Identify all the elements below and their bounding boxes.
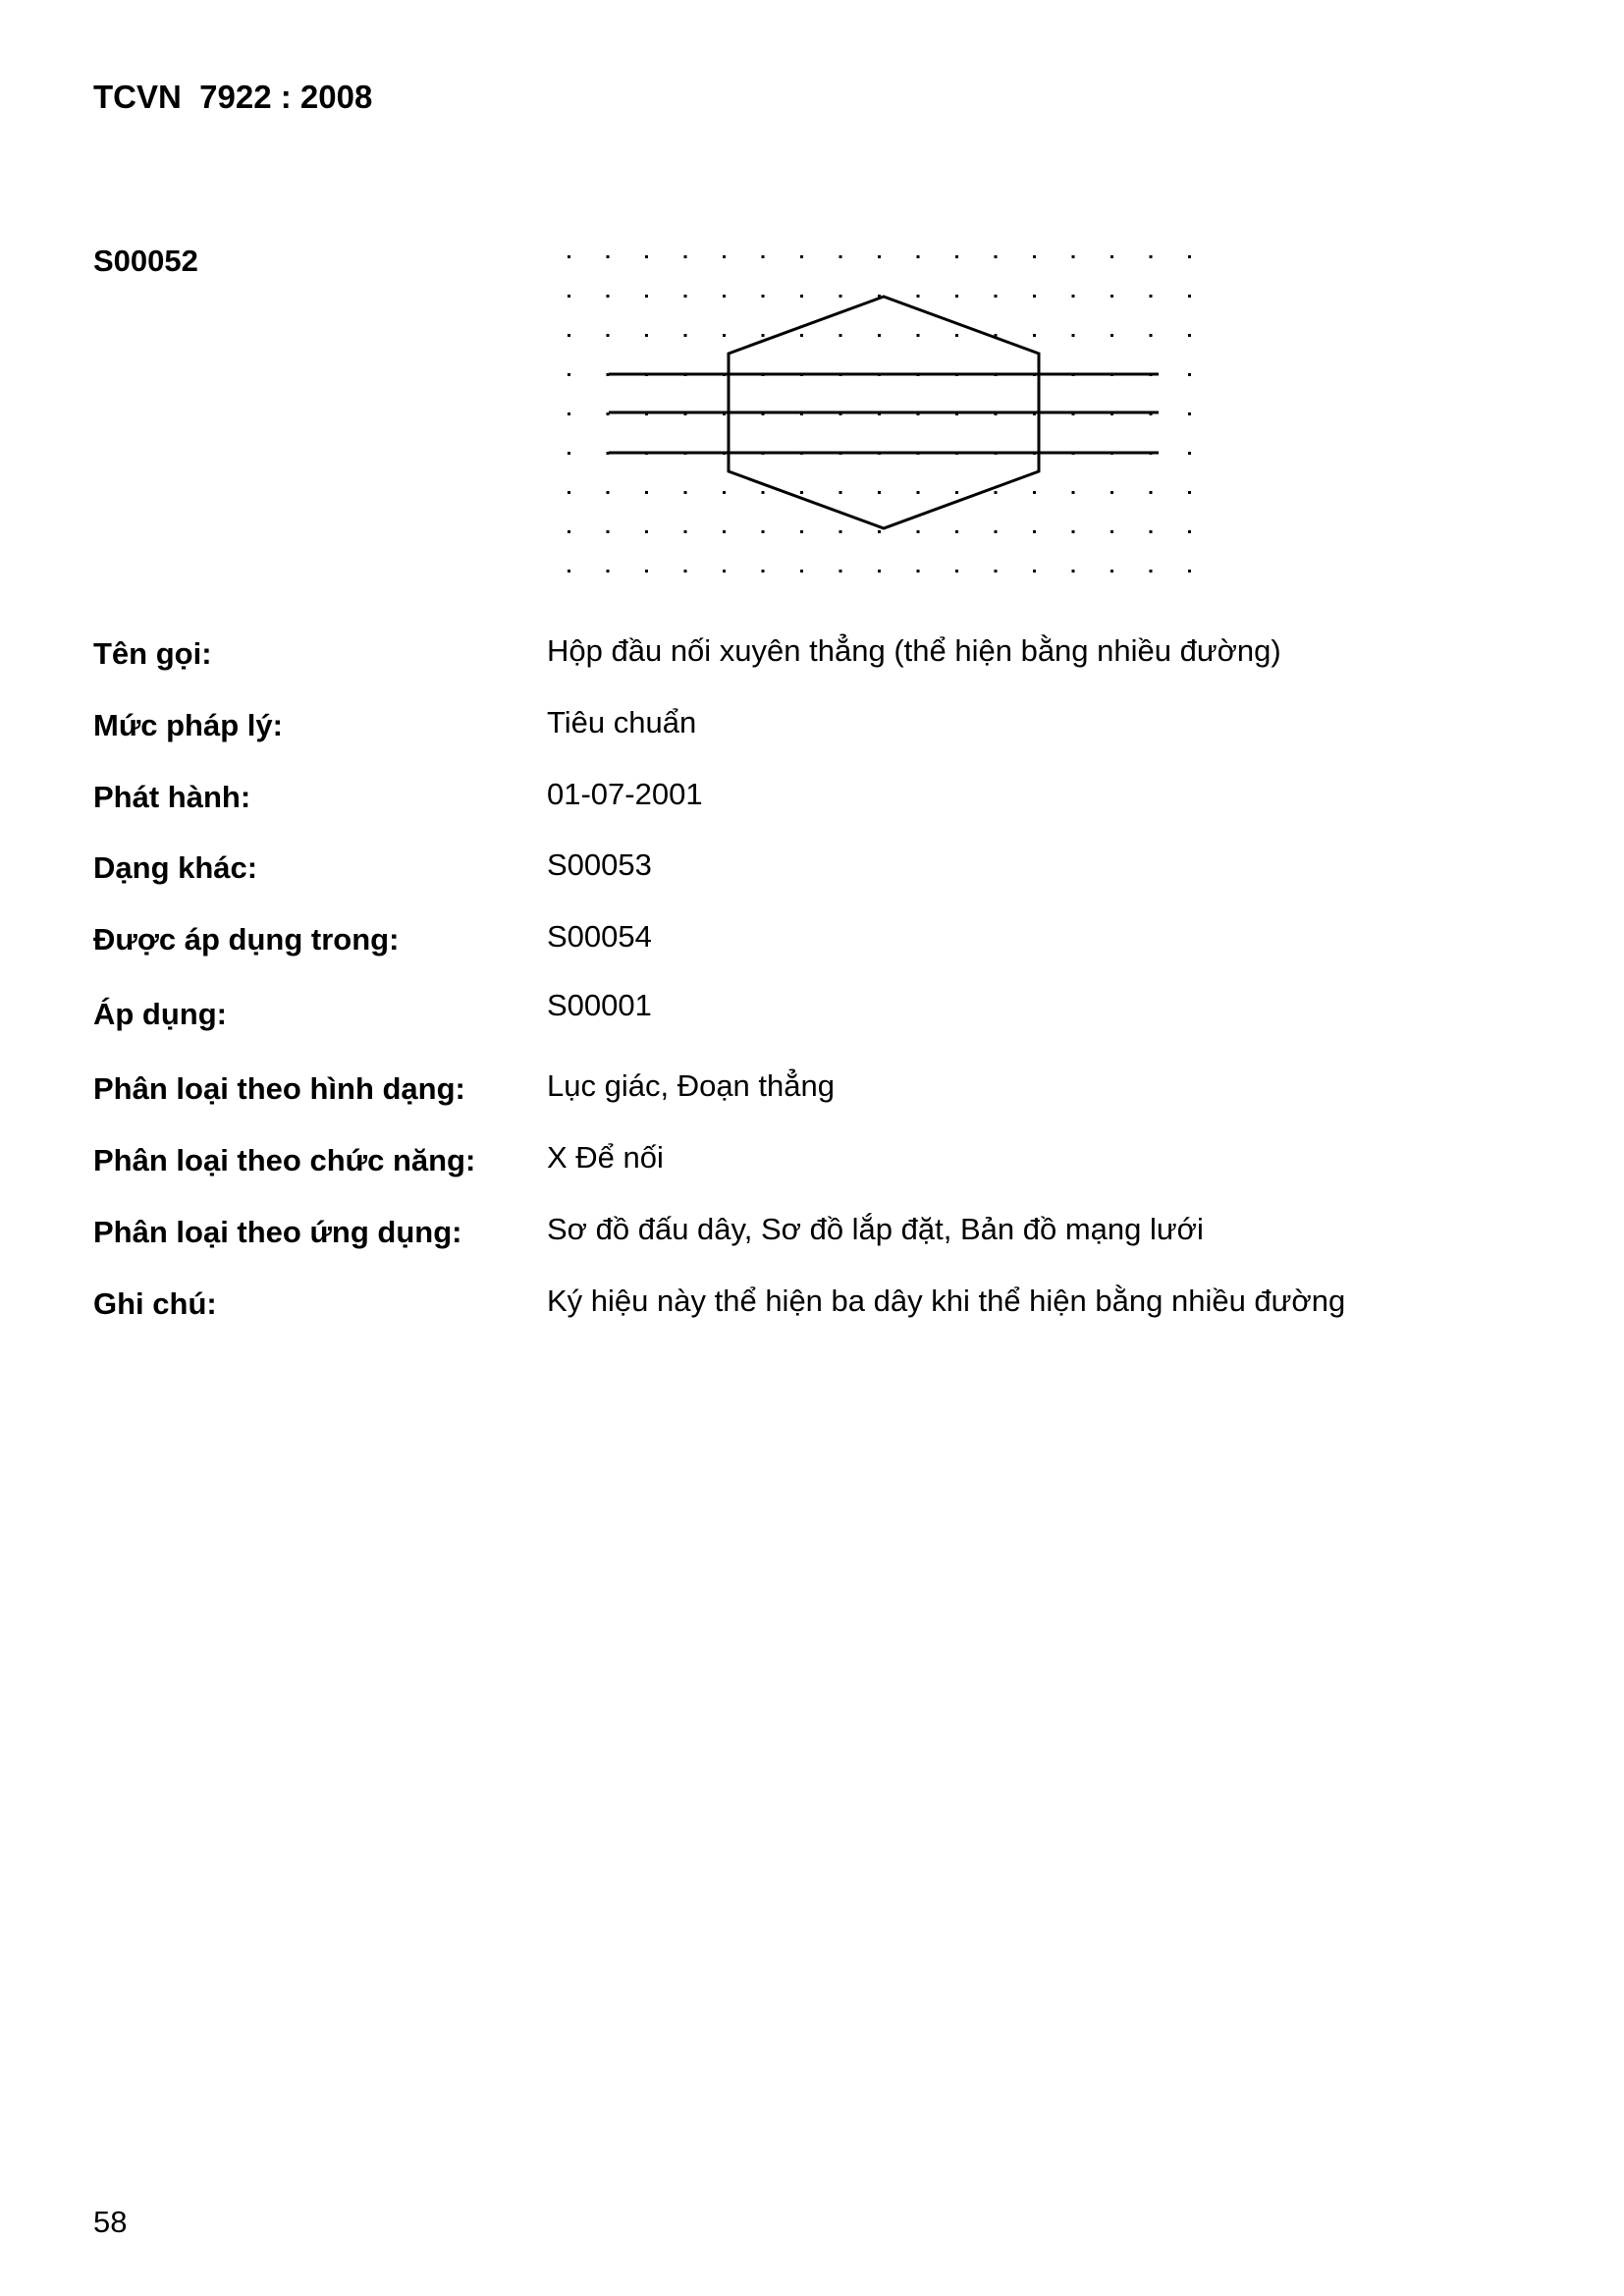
- property-value: Lục giác, Đoạn thẳng: [547, 1068, 835, 1103]
- grid-dot: [878, 334, 881, 337]
- three-wire-lines: [609, 374, 1159, 453]
- property-label: Áp dụng:: [93, 997, 228, 1031]
- property-value: Hộp đầu nối xuyên thẳng (thể hiện bằng nhiều đường): [547, 633, 1281, 668]
- grid-dot: [878, 570, 881, 573]
- grid-dot: [607, 295, 610, 298]
- grid-dot: [955, 530, 958, 533]
- grid-dot: [800, 491, 803, 494]
- grid-dot: [917, 295, 920, 298]
- grid-dot: [1033, 530, 1036, 533]
- grid-dot: [878, 530, 881, 533]
- grid-dot: [645, 570, 648, 573]
- grid-dot: [762, 295, 765, 298]
- grid-dot: [568, 530, 570, 533]
- grid-dot: [1150, 491, 1153, 494]
- grid-dot: [1110, 255, 1113, 258]
- grid-dot: [1072, 295, 1075, 298]
- grid-dot: [1188, 491, 1191, 494]
- grid-dot: [607, 530, 610, 533]
- grid-dot: [1188, 412, 1191, 415]
- grid-dot: [1150, 295, 1153, 298]
- grid-dot: [645, 530, 648, 533]
- grid-dot: [1072, 530, 1075, 533]
- grid-dot: [568, 334, 570, 337]
- grid-dot: [607, 334, 610, 337]
- grid-dot: [800, 255, 803, 258]
- grid-dot: [568, 373, 570, 376]
- property-label: Mức pháp lý:: [93, 708, 283, 742]
- grid-dot: [839, 530, 842, 533]
- grid-dot: [568, 412, 570, 415]
- grid-dot: [1110, 334, 1113, 337]
- grid-dot: [1033, 295, 1036, 298]
- grid-dot: [917, 530, 920, 533]
- grid-dot: [1188, 295, 1191, 298]
- grid-dot: [684, 491, 687, 494]
- grid-dot: [800, 530, 803, 533]
- grid-dot: [839, 570, 842, 573]
- grid-dot: [684, 295, 687, 298]
- grid-dot: [762, 570, 765, 573]
- grid-dot: [568, 570, 570, 573]
- property-value: S00054: [547, 919, 652, 954]
- grid-dot: [1033, 255, 1036, 258]
- grid-dot: [995, 570, 998, 573]
- grid-dot: [955, 255, 958, 258]
- property-value: Ký hiệu này thể hiện ba dây khi thể hiện bằng nhiều đường: [547, 1284, 1346, 1318]
- grid-dot: [1072, 491, 1075, 494]
- grid-dot: [1150, 255, 1153, 258]
- grid-dot: [1072, 334, 1075, 337]
- grid-dot: [762, 491, 765, 494]
- property-label: Phân loại theo chức năng:: [93, 1143, 476, 1177]
- grid-dot: [878, 491, 881, 494]
- grid-dot: [607, 570, 610, 573]
- grid-dot: [917, 334, 920, 337]
- grid-dot: [1072, 570, 1075, 573]
- property-value: Sơ đồ đấu dây, Sơ đồ lắp đặt, Bản đồ mạng lưới: [547, 1212, 1204, 1246]
- symbol-code: S00052: [93, 244, 198, 278]
- grid-dot: [1188, 373, 1191, 376]
- grid-dot: [1188, 255, 1191, 258]
- grid-dot: [607, 491, 610, 494]
- grid-dot: [723, 530, 726, 533]
- property-label: Ghi chú:: [93, 1286, 217, 1321]
- grid-dot: [645, 255, 648, 258]
- grid-dot: [684, 334, 687, 337]
- grid-dot: [1150, 334, 1153, 337]
- grid-dot: [1033, 491, 1036, 494]
- grid-dot: [955, 295, 958, 298]
- grid-dot: [1188, 452, 1191, 455]
- grid-dot: [684, 570, 687, 573]
- grid-dot: [723, 570, 726, 573]
- grid-dot: [607, 255, 610, 258]
- grid-dot: [568, 452, 570, 455]
- grid-dot: [995, 295, 998, 298]
- grid-dot: [995, 255, 998, 258]
- property-label: Tên gọi:: [93, 636, 212, 671]
- grid-dot: [878, 255, 881, 258]
- grid-dot: [800, 295, 803, 298]
- property-label: Phân loại theo hình dạng:: [93, 1071, 465, 1106]
- grid-dot: [917, 491, 920, 494]
- grid-dot: [1188, 530, 1191, 533]
- property-label: Phân loại theo ứng dụng:: [93, 1215, 462, 1249]
- grid-dot: [1072, 255, 1075, 258]
- grid-dot: [1110, 295, 1113, 298]
- grid-dot: [917, 570, 920, 573]
- junction-box-symbol-figure: [560, 246, 1208, 574]
- property-value: S00053: [547, 847, 652, 882]
- property-label: Phát hành:: [93, 780, 251, 814]
- grid-dot: [684, 255, 687, 258]
- grid-dot: [568, 255, 570, 258]
- grid-dot: [568, 295, 570, 298]
- grid-dot: [645, 295, 648, 298]
- grid-dot: [684, 530, 687, 533]
- grid-dot: [1033, 570, 1036, 573]
- document-header: TCVN 7922 : 2008: [93, 79, 373, 115]
- grid-dot: [1110, 530, 1113, 533]
- property-label: Dạng khác:: [93, 850, 258, 885]
- property-value: 01-07-2001: [547, 777, 703, 811]
- grid-dot: [1033, 334, 1036, 337]
- grid-dot: [723, 295, 726, 298]
- grid-dot: [645, 491, 648, 494]
- grid-dot: [762, 530, 765, 533]
- grid-dot: [645, 334, 648, 337]
- grid-dot: [1150, 530, 1153, 533]
- grid-dot: [1188, 570, 1191, 573]
- grid-dot: [1150, 570, 1153, 573]
- grid-dot: [723, 255, 726, 258]
- grid-dot: [839, 334, 842, 337]
- property-value: Tiêu chuẩn: [547, 705, 697, 739]
- grid-dot: [995, 530, 998, 533]
- grid-dot: [955, 334, 958, 337]
- grid-dot: [1110, 491, 1113, 494]
- property-label: Được áp dụng trong:: [93, 922, 400, 957]
- grid-dot: [839, 491, 842, 494]
- grid-dot: [839, 295, 842, 298]
- page-number: 58: [93, 2205, 128, 2239]
- grid-dot: [955, 491, 958, 494]
- grid-dot: [800, 334, 803, 337]
- grid-dot: [568, 491, 570, 494]
- grid-dot: [762, 334, 765, 337]
- grid-dot: [995, 491, 998, 494]
- grid-dot: [917, 255, 920, 258]
- property-value: X Để nối: [547, 1140, 664, 1175]
- grid-dot: [723, 334, 726, 337]
- property-value: S00001: [547, 988, 652, 1022]
- grid-dot: [955, 570, 958, 573]
- grid-dot: [762, 255, 765, 258]
- grid-dot: [1188, 334, 1191, 337]
- grid-dot: [800, 570, 803, 573]
- grid-dot: [839, 255, 842, 258]
- grid-dot: [723, 491, 726, 494]
- grid-dot: [1110, 570, 1113, 573]
